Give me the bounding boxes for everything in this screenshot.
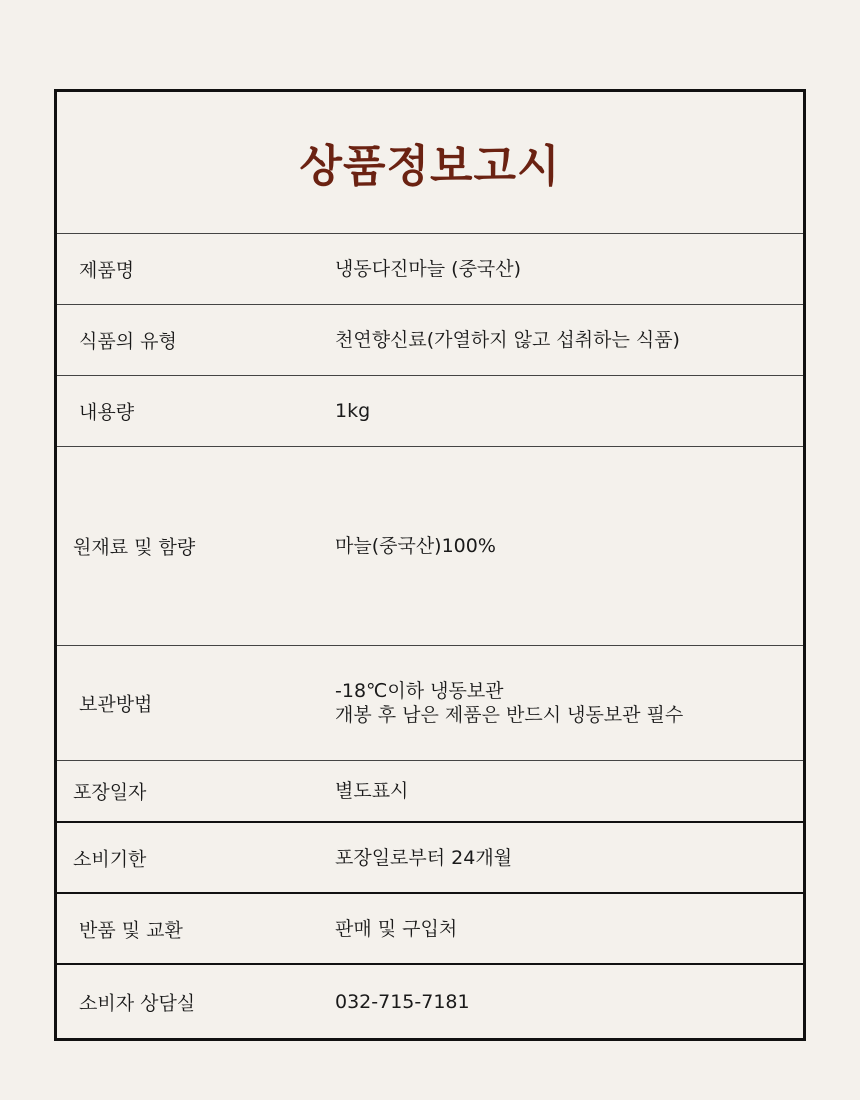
row-value: 포장일로부터 24개월 xyxy=(335,846,513,869)
row-value: 판매 및 구입처 xyxy=(335,917,458,940)
table-row-expiry xyxy=(57,823,803,894)
table-row-storage xyxy=(57,646,803,761)
row-label: 소비기한 xyxy=(73,848,147,870)
row-label: 식품의 유형 xyxy=(79,330,177,353)
table-row-product-name xyxy=(57,234,803,305)
table-row-customer-service xyxy=(57,965,803,1038)
table-row-ingredients xyxy=(57,447,803,646)
storage-line: 개봉 후 남은 제품은 반드시 냉동보관 필수 xyxy=(335,704,684,726)
row-value: 별도표시 xyxy=(335,780,409,802)
row-value: 032-715-7181 xyxy=(335,990,470,1013)
row-value: 마늘(중국산)100% xyxy=(335,535,496,557)
row-label: 내용량 xyxy=(79,401,135,424)
table-row-net-weight xyxy=(57,376,803,447)
row-value: 천연향신료(가열하지 않고 섭취하는 식품) xyxy=(335,329,680,351)
table-row-food-type xyxy=(57,305,803,376)
page-title: 상품정보고시 xyxy=(299,141,561,192)
title-section xyxy=(57,92,803,234)
row-label: 포장일자 xyxy=(73,781,147,804)
row-label: 소비자 상담실 xyxy=(79,992,196,1014)
row-value: 냉동다진마늘 (중국산) xyxy=(335,258,522,280)
storage-line: -18℃이하 냉동보관 xyxy=(335,680,504,702)
row-label: 반품 및 교환 xyxy=(79,919,183,941)
row-value xyxy=(335,679,683,727)
row-label: 보관방법 xyxy=(79,693,153,716)
table-row-returns xyxy=(57,894,803,965)
row-value: 1kg xyxy=(335,400,371,422)
row-label: 제품명 xyxy=(79,259,135,282)
product-info-table xyxy=(54,89,806,1041)
row-label: 원재료 및 함량 xyxy=(73,536,196,559)
table-row-packaging-date xyxy=(57,761,803,823)
